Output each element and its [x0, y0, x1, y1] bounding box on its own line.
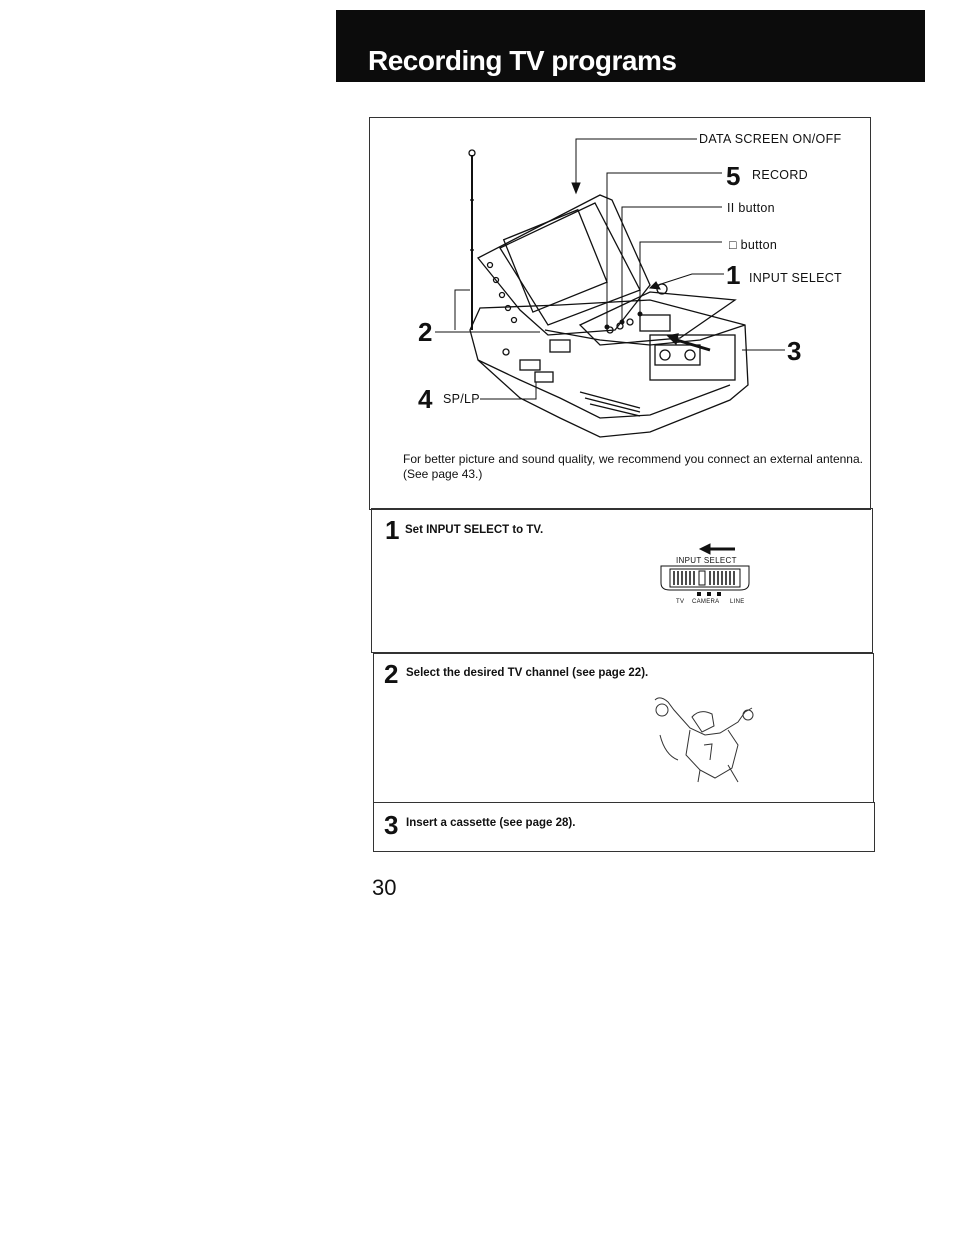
page-title: Recording TV programs — [368, 45, 677, 76]
pause-button-label: II button — [727, 201, 775, 215]
stop-button-label: □ button — [729, 238, 778, 252]
step-2-text: Select the desired TV channel (see page 22). — [406, 667, 649, 679]
data-screen-label: DATA SCREEN ON/OFF — [699, 132, 842, 146]
callout-3: 3 — [787, 336, 802, 366]
switch-position-line: LINE — [730, 599, 745, 605]
callout-4: 4 — [418, 384, 433, 414]
antenna-note: For better picture and sound quality, we recommend you connect an external antenna. (See page 43.) — [403, 452, 863, 481]
step-1-number: 1 — [385, 515, 400, 545]
record-label: RECORD — [752, 168, 808, 182]
step-3-text: Insert a cassette (see page 28). — [406, 817, 576, 829]
switch-position-camera: CAMERA — [692, 599, 720, 605]
switch-position-tv: TV — [676, 599, 685, 605]
input-select-label: INPUT SELECT — [749, 271, 842, 285]
step-1-text: Set INPUT SELECT to TV. — [405, 524, 544, 536]
switch-label: INPUT SELECT — [676, 556, 737, 565]
page-number: 30 — [372, 875, 397, 900]
record-step-number: 5 — [726, 161, 741, 191]
input-select-step-number: 1 — [726, 260, 741, 290]
step-3-number: 3 — [384, 810, 399, 840]
callout-2: 2 — [418, 317, 433, 347]
step-2-number: 2 — [384, 659, 399, 689]
sp-lp-label: SP/LP — [443, 392, 480, 406]
